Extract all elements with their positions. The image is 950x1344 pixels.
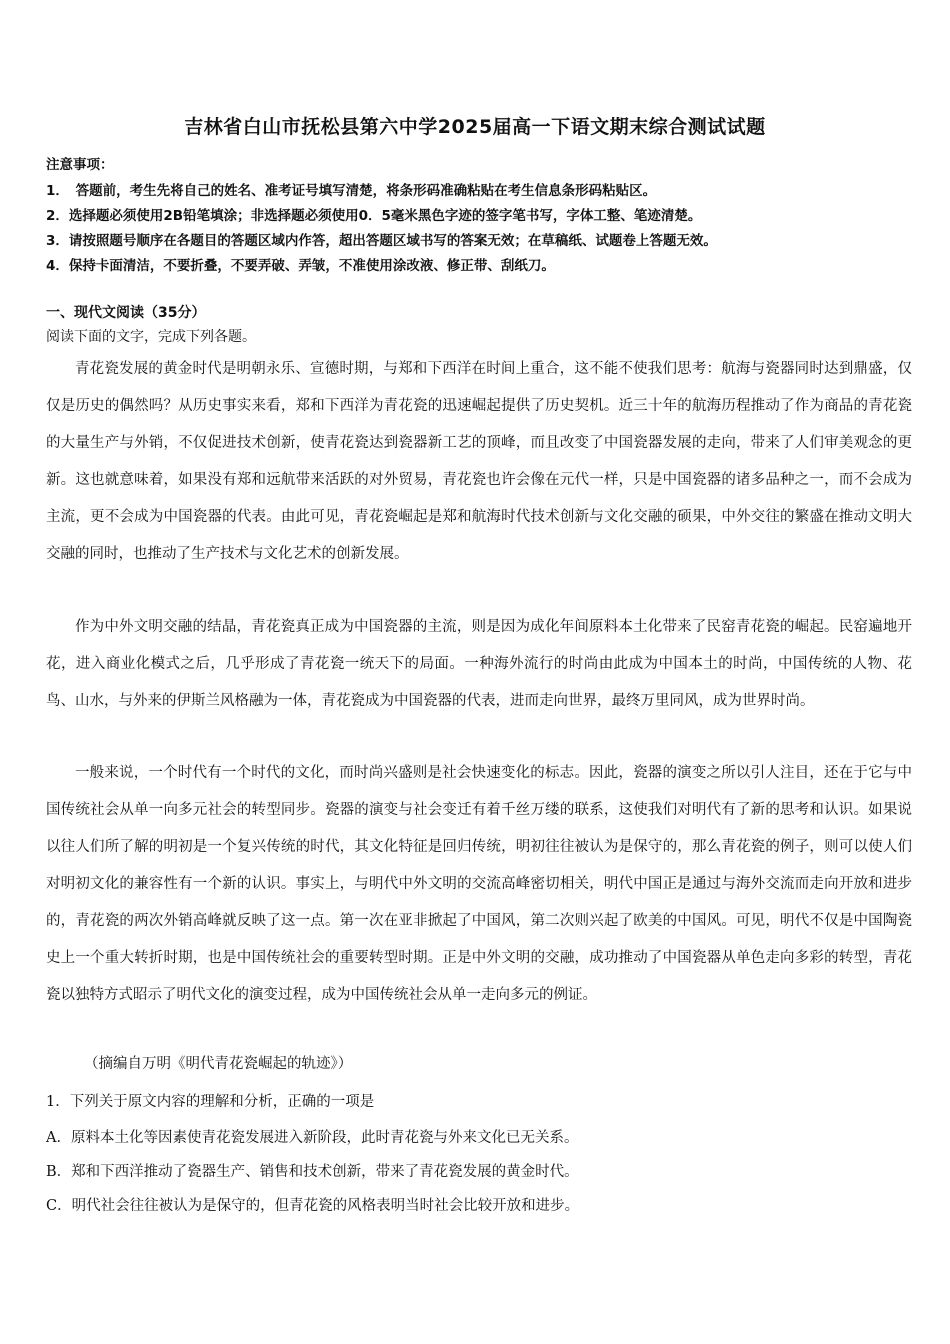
section-heading: 一、现代文阅读（35分） bbox=[46, 305, 206, 321]
section-intro: 阅读下面的文字，完成下列各题。 bbox=[46, 329, 256, 345]
passage-paragraph: 作为中外文明交融的结晶，青花瓷真正成为中国瓷器的主流，则是因为成化年间原料本土化带来了民窑青花瓷的崛起。民窑遍地开花，进入商业化模式之后，几乎形成了青花瓷一统天下的局面。一种海外流行的时尚由此成为中国本土的时尚，中国传统的人物、花鸟、山水，与外来的伊斯兰风格融为一体，青花瓷成为中国瓷器的代表，进而走向世界，最终万里同风，成为世界时尚。 bbox=[46, 619, 912, 709]
passage-paragraph: 青花瓷发展的黄金时代是明朝永乐、宣德时期，与郑和下西洋在时间上重合，这不能不使我们思考：航海与瓷器同时达到鼎盛，仅仅是历史的偶然吗？从历史事实来看，郑和下西洋为青花瓷的迅速崛起提供了历史契机。近三十年的航海历程推动了作为商品的青花瓷的大量生产与外销，不仅促进技术创新，使青花瓷达到瓷器新工艺的顶峰，而且改变了中国瓷器发展的走向，带来了人们审美观念的更新。这也就意味着，如果没有郑和远航带来活跃的对外贸易，青花瓷也许会像在元代一样，只是中国瓷器的诸多品种之一，而不会成为主流，更不会成为中国瓷器的代表。由此可见，青花瓷崛起是郑和航海时代技术创新与文化交融的硕果，中外交往的繁盛在推动文明大交融的同时，也推动了生产技术与文化艺术的创新发展。 bbox=[46, 361, 912, 562]
question-option-a: A．原料本土化等因素使青花瓷发展进入新阶段，此时青花瓷与外来文化已无关系。 bbox=[46, 1130, 579, 1146]
notice-heading: 注意事项： bbox=[46, 157, 114, 173]
notice-item: 2．选择题必须使用2B铅笔填涂；非选择题必须使用0．5毫米黑色字迹的签字笔书写，字体工整、笔迹清楚。 bbox=[46, 208, 702, 224]
notice-item: 3．请按照题号顺序在各题目的答题区域内作答，超出答题区域书写的答案无效；在草稿纸、试题卷上答题无效。 bbox=[46, 233, 717, 249]
passage-source: （摘编自万明《明代青花瓷崛起的轨迹》） bbox=[84, 1056, 353, 1072]
question-option-b: B．郑和下西洋推动了瓷器生产、销售和技术创新，带来了青花瓷发展的黄金时代。 bbox=[46, 1164, 579, 1180]
question-stem: 1．下列关于原文内容的理解和分析，正确的一项是 bbox=[46, 1094, 375, 1110]
notice-item: 4．保持卡面清洁，不要折叠，不要弄破、弄皱，不准使用涂改液、修正带、刮纸刀。 bbox=[46, 258, 555, 274]
page-title: 吉林省白山市抚松县第六中学2025届高一下语文期末综合测试试题 bbox=[184, 116, 766, 138]
notice-item: 1． 答题前，考生先将自己的姓名、准考证号填写清楚，将条形码准确粘贴在考生信息条形码粘贴区。 bbox=[46, 183, 657, 199]
question-option-c: C．明代社会往往被认为是保守的，但青花瓷的风格表明当时社会比较开放和进步。 bbox=[46, 1198, 580, 1214]
passage-paragraph: 一般来说，一个时代有一个时代的文化，而时尚兴盛则是社会快速变化的标志。因此，瓷器的演变之所以引人注目，还在于它与中国传统社会从单一向多元社会的转型同步。瓷器的演变与社会变迁有着千丝万缕的联系，这使我们对明代有了新的思考和认识。如果说以往人们所了解的明初是一个复兴传统的时代，其文化特征是回归传统，明初往往被认为是保守的，那么青花瓷的例子，则可以使人们对明初文化的兼容性有一个新的认识。事实上，与明代中外文明的交流高峰密切相关，明代中国正是通过与海外交流而走向开放和进步的，青花瓷的两次外销高峰就反映了这一点。第一次在亚非掀起了中国风，第二次则兴起了欧美的中国风。可见，明代不仅是中国陶瓷史上一个重大转折时期，也是中国传统社会的重要转型时期。正是中外文明的交融，成功推动了中国瓷器从单色走向多彩的转型，青花瓷以独特方式昭示了明代文化的演变过程，成为中国传统社会从单一走向多元的例证。 bbox=[46, 765, 912, 1003]
